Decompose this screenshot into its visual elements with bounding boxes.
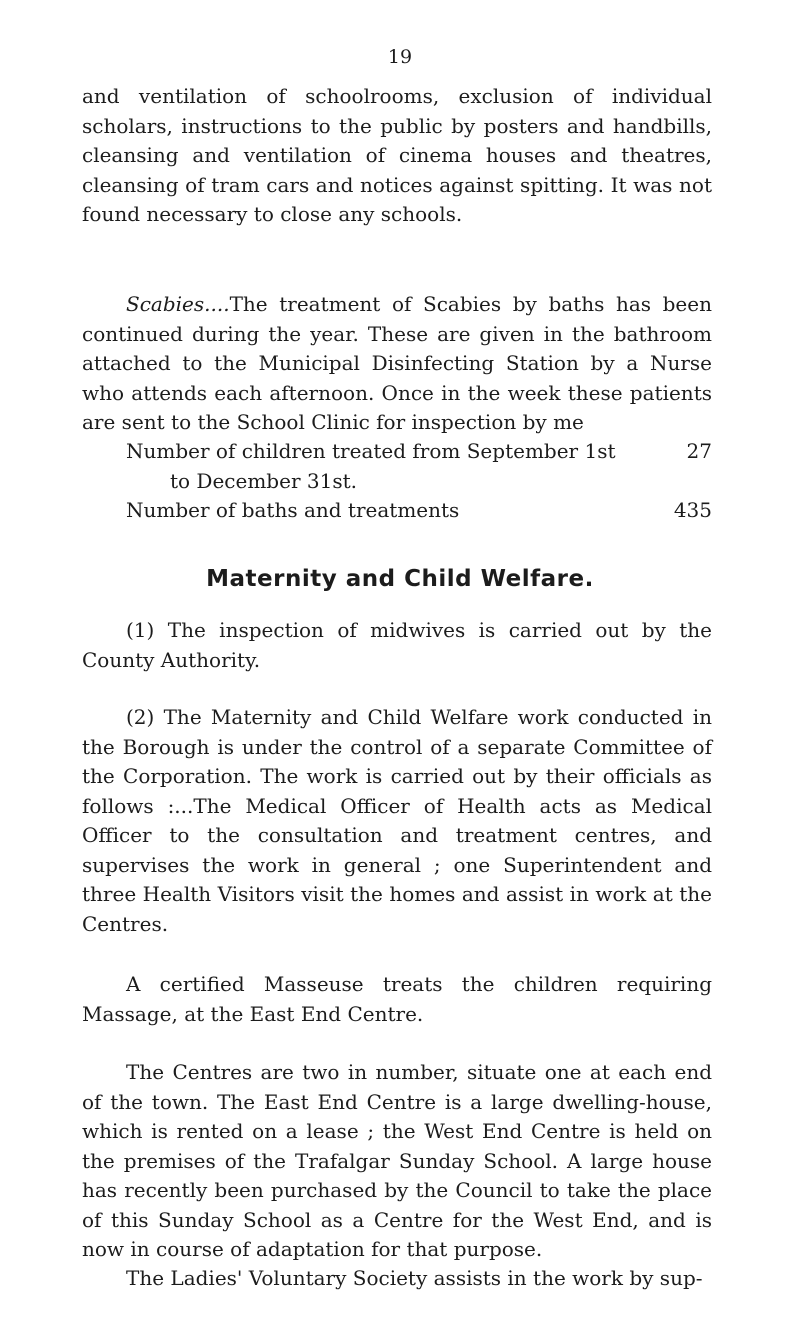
scabies-paragraph-block [82, 290, 712, 438]
paragraph-2: (2) The Maternity and Child Welfare work conducted in the Borough is under the control of a separate Committee of the Corporation. The work is carried out by their officials as follows :...The Medical Officer of Health acts as Medical Officer to the consultation and treatment centres, and supervises the work in general ; one Superintendent and three Health Visitors visit the homes and assist in work at the Centres. [82, 705, 712, 936]
paragraph-4-block [82, 1058, 712, 1265]
paragraph-3: A certified Masseuse treats the children requiring Massage, at the East End Centre. [82, 972, 712, 1026]
paragraph-5-block [82, 1264, 712, 1294]
scabies-run-in: Scabies.... [126, 292, 230, 316]
stat-value-baths: 435 [673, 498, 712, 522]
paragraph-2-block [82, 703, 712, 939]
paragraph-1: (1) The inspection of midwives is carried out by the County Authority. [82, 618, 712, 672]
stat-row-baths [126, 496, 712, 526]
page-number: 19 [387, 46, 413, 68]
stat-label-baths: Number of baths and treatments [126, 498, 460, 522]
paragraph-3-block [82, 970, 712, 1029]
scabies-text: The treatment of Scabies by baths has been continued during the year. These are given in the bathroom attached to the Municipal Disinfecting Station by a Nurse who attends each afternoon. Once in the week these patients are sent to the School Clinic for inspection by me [82, 292, 712, 434]
intro-paragraph-block [82, 82, 712, 230]
stat-label-line2: to December 31st. 27 [170, 439, 712, 493]
stat-row-children-treated [126, 437, 712, 496]
stat-value-children: 27 [686, 439, 712, 463]
intro-paragraph: and ventilation of schoolrooms, exclusion of individual scholars, instructions to the public by posters and handbills, cleansing and ventilation of cinema houses and theatres, cleansing of tram cars and notices against spitting. It was not found necessary to close any schools. [82, 84, 712, 226]
paragraph-4: The Centres are two in number, situate one at each end of the town. The East End Centre is a large dwelling-house, which is rented on a lease ; the West End Centre is held on the premises of the Trafalgar Sunday School. A large house has recently been purchased by the Council to take the place of this Sunday School as a Centre for the West End, and is now in course of adaptation for that purpose. [82, 1060, 712, 1261]
paragraph-1-block [82, 616, 712, 675]
section-heading: Maternity and Child Welfare. [206, 566, 594, 592]
stat-label-line1: Number of children treated from September 1st [126, 439, 616, 463]
scabies-paragraph [82, 290, 712, 438]
paragraph-5: The Ladies' Voluntary Society assists in the work by sup- [126, 1266, 703, 1290]
